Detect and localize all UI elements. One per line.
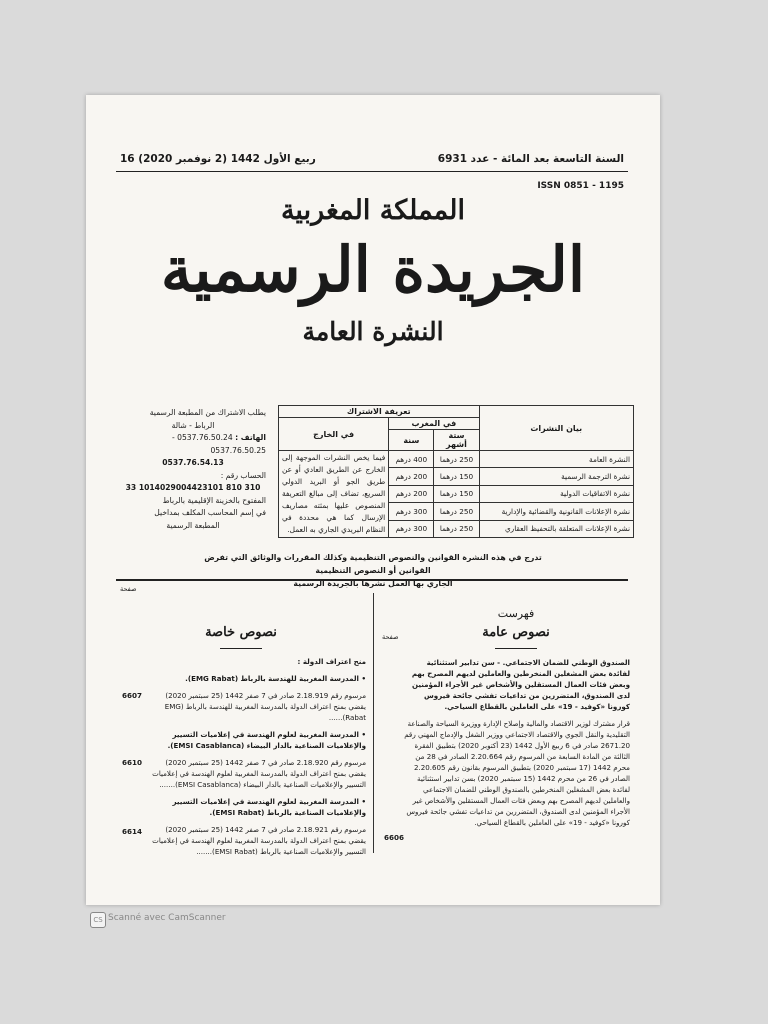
decree-text: مرسوم رقم 2.18.919 صادر في 7 صفر 1442 (25 سبتمبر 2020) يقضي بمنح اعتراف الدولة بالمدرسة المغربية للهندسة بالرباط (EMG Rabat)......: [164, 691, 366, 722]
price-six-months: 250 درهما: [434, 520, 479, 537]
decree-text: مرسوم رقم 2.18.920 صادر في 7 صفر 1442 (25 سبتمبر 2020) يقضي بمنح اعتراف الدولة بالمدرسة المغربية لعلوم الهندسة في إعلاميات التسيير والإعلاميات الصناعية بالدار البيضاء (EMSI Casablanca).......: [152, 758, 366, 789]
edition-title: النشرة العامة: [302, 317, 444, 346]
contact-phone-2: 0537.76.54.13: [162, 458, 224, 467]
publication-name: النشرة العامة: [479, 451, 633, 468]
scanner-watermark: Scanné avec CamScanner: [108, 913, 226, 923]
page-label-right: صفحة: [382, 633, 399, 641]
notice-rule: [116, 579, 628, 581]
special-texts-list: [146, 656, 366, 863]
general-texts-list: [404, 657, 630, 834]
publication-name: نشرة الإعلانات القانونية والقضائية والإدارية: [479, 503, 633, 520]
page-number: 6614: [122, 827, 143, 836]
special-texts-title: نصوص خاصة: [205, 625, 277, 640]
contact-line: في إسم المحاسب المكلف بمداخيل: [154, 508, 266, 517]
morocco-header: في المغرب: [389, 418, 479, 430]
contact-line: المطبعة الرسمية: [166, 520, 220, 530]
page-number: 6607: [122, 691, 143, 700]
column-divider: [373, 593, 374, 853]
six-months-header: ستة أشهر: [434, 430, 479, 451]
issue-date: 16 ربيع الأول 1442 (2 نوفمبر 2020): [120, 153, 316, 165]
price-six-months: 250 درهما: [434, 503, 479, 520]
publication-name: نشرة الترجمة الرسمية: [479, 468, 633, 485]
title-rule: [220, 648, 262, 649]
tariff-header: تعريفة الاشتراك: [278, 406, 479, 418]
abroad-text: فيما يخص النشرات الموجهة إلى الخارج عن الطريق العادي أو عن طريق الجو أو البريد الدولي السريع، تضاف إلى مبالغ التعريفة المنصوص عليها بمثته مصاريف الإرسال كما هي محددة في النظام البريدي الجاري به العمل.: [278, 451, 388, 538]
contents-title: فهرست: [497, 607, 535, 620]
issue-number: السنة التاسعة بعد المائة - عدد 6931: [437, 153, 624, 165]
toc-entry: قرار مشترك لوزير الاقتصاد والمالية وإصلاح الإدارة ووزيرة السياحة والصناعة التقليدية والنقل الجوي والاقتصاد الاجتماعي ووزير الشغل والإدماج المهني رقم 2671.20 صادر في 6 ربيع الأول 1442 (23 أكتوبر 2020) بتطبيق الفقرة الثالثة من المادة السابعة من المرسوم رقم 2.20.664 الصادر في 28 من محرم 1442 (17 سبتمبر 2020) بتطبيق المرسوم بقانون رقم 2.20.605 الصادر في 26 من محرم 1442 (15 سبتمبر 2020) بسن تدابير استثنائية لفائدة بعض المشغلين المنخرطين بالصندوق الوطني للضمان الاجتماعي والعاملين لديهم المصرح بهم وبعض فئات العمال المستقلين والأشخاص غير الأجراء المؤمنين لدى الصندوق، المتضررين من تداعيات تفشي جائحة فيروس كورونا «كوفيد - 19» على العاملين بالقطاع السياحي.: [404, 719, 630, 827]
toc-entry: الصندوق الوطني للضمان الاجتماعي. - سن تدابير استثنائية لفائدة بعض المشغلين المنخرطين والعاملين لديهم المصرح بهم وبعض فئات العمال المستقلين والأشخاص غير الأجراء المؤمنين لدى الصندوق، المتضررين من تداعيات تفشي جائحة فيروس كورونا «كوفيد - 19» على العاملين بالقطاع السياحي.: [411, 658, 630, 711]
abroad-header: في الخارج: [278, 418, 388, 451]
contact-line: المفتوح بالخزينة الإقليمية بالرباط: [162, 495, 266, 505]
page-header: [86, 153, 660, 169]
gazette-page: [86, 95, 660, 905]
title-rule: [495, 648, 537, 649]
institution-name: • المدرسة المغربية للهندسة بالرباط (EMG Rabat).: [146, 673, 366, 684]
price-year: 200 درهم: [389, 468, 434, 485]
notice-line: الجاري بها العمل نشرها بالجريدة الرسمية: [293, 579, 453, 588]
price-six-months: 150 درهما: [434, 485, 479, 502]
publications-header: بيان النشرات: [479, 406, 633, 451]
institution-name: • المدرسة المغربية لعلوم الهندسة في إعلاميات التسيير والإعلاميات الصناعية بالدار البيضاء (EMSI Casablanca).: [146, 729, 366, 751]
phone-numbers: 0537.76.50.24 - 0537.76.50.25: [171, 433, 266, 455]
issn: ISSN 0851 - 1195: [537, 181, 624, 191]
publication-name: نشرة الاتفاقيات الدولية: [479, 485, 633, 502]
price-year: 400 درهم: [389, 451, 434, 468]
year-header: سنة: [389, 430, 434, 451]
phone-label: الهاتف :: [235, 433, 266, 442]
publication-name: نشرة الإعلانات المتعلقة بالتحفيظ العقاري: [479, 520, 633, 537]
price-six-months: 250 درهما: [434, 451, 479, 468]
institution-name: • المدرسة المغربية لعلوم الهندسة في إعلاميات التسيير والإعلاميات الصناعية بالرباط (EMSI Rabat).: [146, 796, 366, 818]
notice-line: تدرج في هذه النشرة القوانين والنصوص التنظيمية وكذلك المقررات والوثائق التي تفرض القوانين أو النصوص التنظيمية: [204, 553, 542, 575]
contact-line: الرباط - شالة: [171, 420, 215, 430]
page-number: 6610: [122, 758, 143, 767]
account-label: الحساب رقم :: [220, 470, 266, 480]
account-number: 310 810 1014029004423101 33: [125, 483, 261, 492]
kingdom-title: المملكة المغربية: [280, 195, 466, 226]
general-texts-title: نصوص عامة: [482, 625, 550, 640]
decree-text: مرسوم رقم 2.18.921 صادر في 7 صفر 1442 (25 سبتمبر 2020) يقضي بمنح اعتراف الدولة بالمدرسة المغربية لعلوم الهندسة في إعلاميات التسيير والإعلاميات الصناعية بالرباط (EMSI Rabat).......: [152, 825, 366, 856]
header-rule: [116, 171, 628, 172]
camscanner-logo: CS: [90, 912, 106, 928]
price-six-months: 150 درهما: [434, 468, 479, 485]
price-year: 300 درهم: [389, 520, 434, 537]
recognition-intro: منح اعتراف الدولة :: [297, 657, 366, 666]
gazette-title: الجريدة الرسمية: [160, 233, 586, 306]
contact-line: يطلب الاشتراك من المطبعة الرسمية: [149, 408, 266, 417]
price-year: 200 درهم: [389, 485, 434, 502]
price-year: 300 درهم: [389, 503, 434, 520]
page-number: 6606: [384, 833, 405, 842]
subscription-table: [114, 405, 634, 538]
page-label-left: صفحة: [120, 585, 137, 593]
publication-notice: [196, 551, 550, 590]
